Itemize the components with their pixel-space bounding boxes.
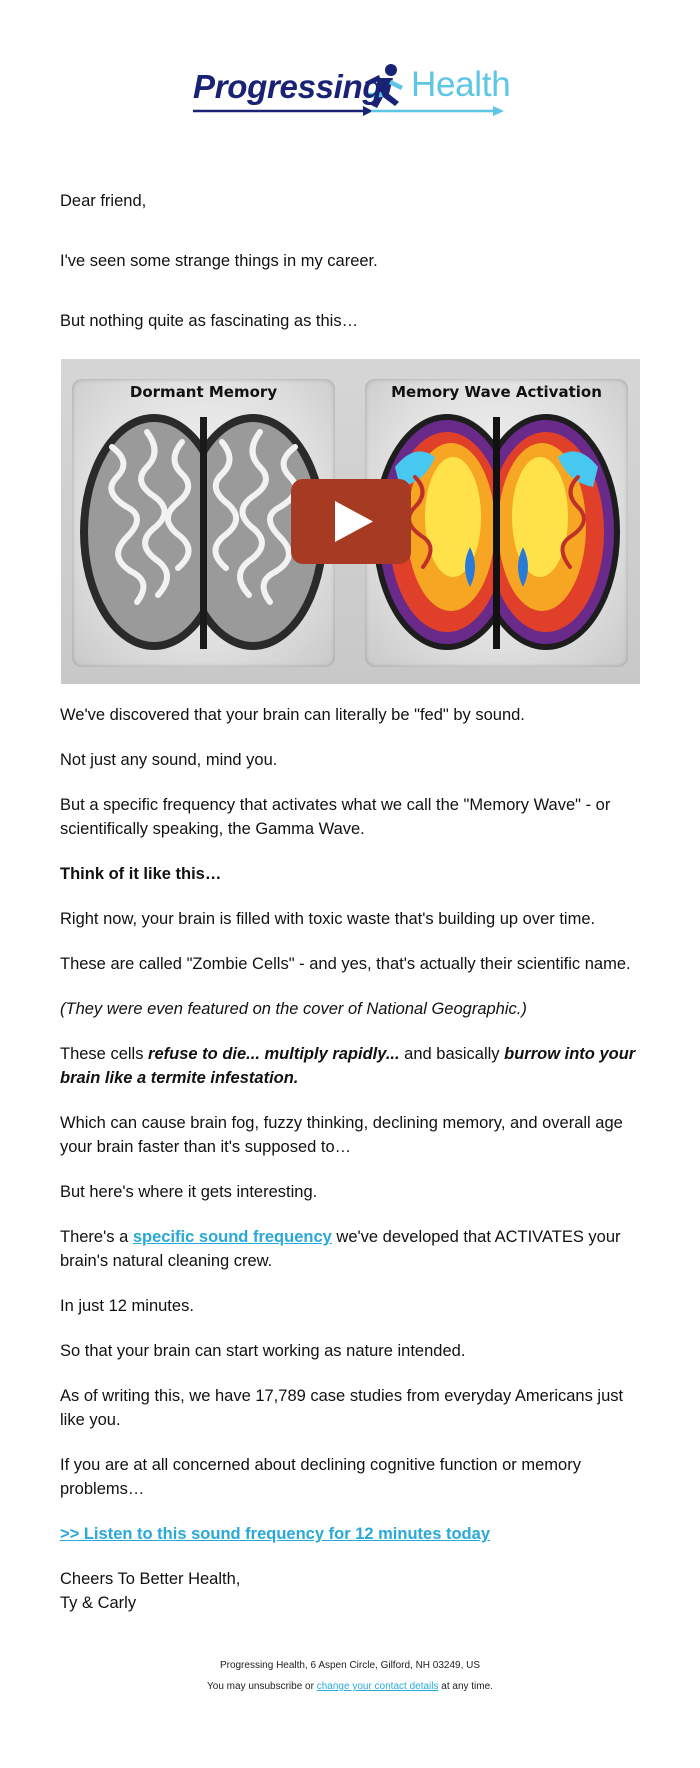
signoff-line-1: Cheers To Better Health, xyxy=(60,1570,241,1588)
cells-text-a: These cells xyxy=(60,1045,149,1063)
cells-text-b: refuse to die... multiply rapidly... xyxy=(148,1045,400,1063)
dormant-memory-title: Dormant Memory xyxy=(129,383,278,401)
frequency-text-a: There's a xyxy=(60,1228,133,1246)
greeting: Dear friend, xyxy=(60,192,147,210)
play-button[interactable] xyxy=(291,479,411,564)
paragraph-not-any-sound: Not just any sound, mind you. xyxy=(60,751,278,769)
intro-line-1: I've seen some strange things in my career. xyxy=(60,252,378,270)
paragraph-case-studies: As of writing this, we have 17,789 case studies from everyday Americans just like you. xyxy=(60,1387,624,1429)
cells-text-c: and basically xyxy=(399,1045,505,1063)
paragraph-fed-by-sound: We've discovered that your brain can literally be "fed" by sound. xyxy=(60,706,525,724)
footer-address: Progressing Health, 6 Aspen Circle, Gilford, NH 03249, US xyxy=(219,1660,481,1671)
specific-sound-frequency-link[interactable]: specific sound frequency xyxy=(132,1228,332,1246)
unsub-text-b: at any time. xyxy=(438,1681,493,1692)
video-thumbnail[interactable] xyxy=(61,359,640,684)
paragraph-interesting: But here's where it gets interesting. xyxy=(60,1183,318,1201)
play-icon xyxy=(291,479,411,564)
frequency-text-b: we've developed that ACTIVATES your brain's natural cleaning crew. xyxy=(60,1228,621,1270)
cta-paragraph xyxy=(60,1522,640,1546)
paragraph-concerned: If you are at all concerned about declining cognitive function or memory problems… xyxy=(60,1456,581,1498)
paragraph-zombie-cells: These are called "Zombie Cells" - and yes, that's actually their scientific name. xyxy=(60,955,631,973)
footer-unsubscribe xyxy=(0,1681,700,1692)
change-contact-details-link[interactable]: change your contact details xyxy=(316,1681,439,1692)
paragraph-national-geographic: (They were even featured on the cover of National Geographic.) xyxy=(60,1000,527,1018)
logo-word-health: Health xyxy=(411,65,511,104)
paragraph-toxic-waste: Right now, your brain is filled with toxic waste that's building up over time. xyxy=(60,910,596,928)
intro-line-2: But nothing quite as fascinating as this… xyxy=(60,312,359,330)
logo-word-progressing: Progressing xyxy=(193,68,383,105)
paragraph-nature-intended: So that your brain can start working as nature intended. xyxy=(60,1342,466,1360)
brand-logo[interactable] xyxy=(191,62,509,124)
paragraph-brain-fog: Which can cause brain fog, fuzzy thinking, declining memory, and overall age your brain faster than it's supposed to… xyxy=(60,1114,623,1156)
paragraph-think-of-it: Think of it like this… xyxy=(60,865,222,883)
paragraph-sound-frequency xyxy=(60,1225,640,1273)
listen-cta-link[interactable]: >> Listen to this sound frequency for 12 minutes today xyxy=(60,1525,490,1543)
paragraph-12-minutes: In just 12 minutes. xyxy=(60,1297,194,1315)
unsub-text-a: You may unsubscribe or xyxy=(207,1681,317,1692)
signoff-line-2: Ty & Carly xyxy=(60,1594,137,1612)
paragraph-cells-behaviour xyxy=(60,1042,640,1090)
cells-text-d: burrow into your brain like a termite infestation. xyxy=(60,1045,636,1087)
paragraph-memory-wave: But a specific frequency that activates what we call the "Memory Wave" - or scientifically speaking, the Gamma Wave. xyxy=(60,796,611,838)
memory-wave-title: Memory Wave Activation xyxy=(391,383,602,401)
